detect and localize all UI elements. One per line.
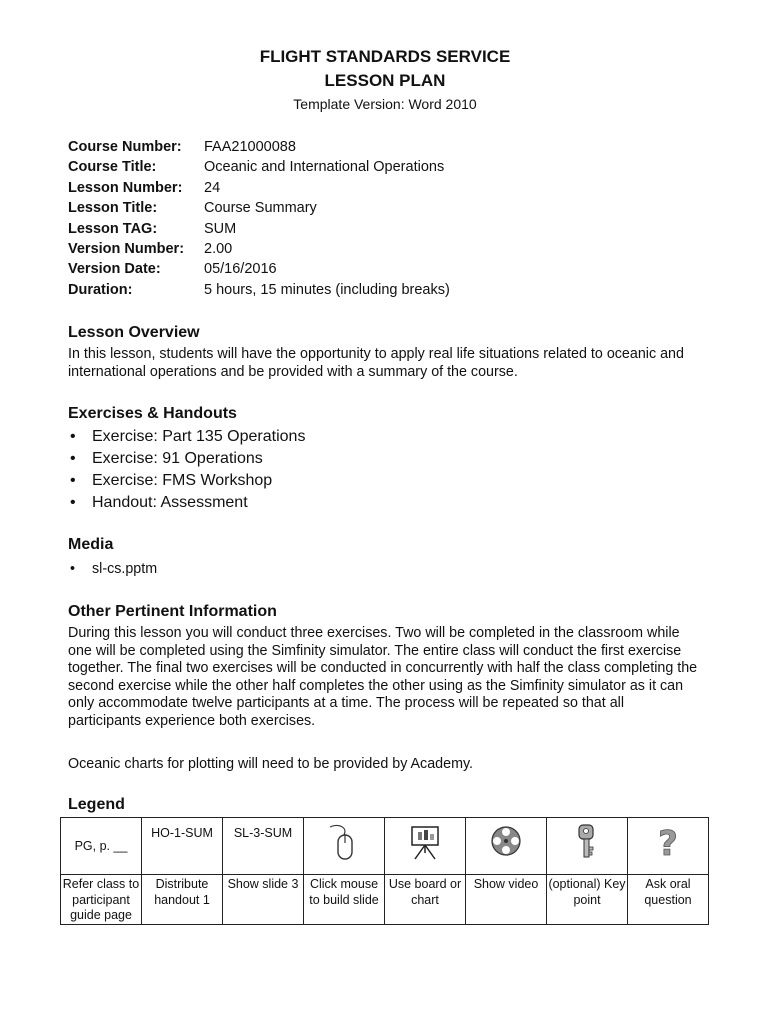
legend-cell: Refer class to participant guide page <box>61 875 142 925</box>
legend-cell: Ask oral question <box>628 875 709 925</box>
meta-value: SUM <box>204 220 237 237</box>
meta-value: 5 hours, 15 minutes (including breaks) <box>204 281 450 298</box>
legend-cell: PG, p. __ <box>61 818 142 875</box>
legend-cell: SL-3-SUM <box>223 818 304 875</box>
exercises-list <box>68 426 305 514</box>
question-mark-icon <box>653 823 683 861</box>
list-item: • Exercise: FMS Workshop <box>70 472 273 489</box>
media-list <box>68 558 157 580</box>
meta-row <box>68 239 450 259</box>
meta-row <box>68 259 450 279</box>
legend-cell: Use board or chart <box>385 875 466 925</box>
meta-row <box>68 137 450 157</box>
legend-cell <box>547 818 628 875</box>
meta-label: Course Number: <box>68 139 182 155</box>
meta-label: Version Date: <box>68 261 161 278</box>
meta-value: FAA21000088 <box>204 139 296 155</box>
list-item-text: Exercise: 91 Operations <box>92 450 263 467</box>
overview-text: In this lesson, students will have the opportunity to apply real life situations related to oceanic and international operations and be provided with a summary of the course. <box>68 346 684 380</box>
legend-cell: Click mouse to build slide <box>304 875 385 925</box>
meta-value: Oceanic and International Operations <box>204 159 445 176</box>
media-heading: Media <box>68 536 114 553</box>
document-title: FLIGHT STANDARDS SERVICE <box>259 47 511 66</box>
list-item-text: Exercise: Part 135 Operations <box>92 428 306 445</box>
meta-row <box>68 157 450 177</box>
meta-value: 05/16/2016 <box>204 261 277 278</box>
legend-cell <box>466 818 547 875</box>
meta-value: 2.00 <box>204 240 233 257</box>
meta-label: Version Number: <box>68 240 185 257</box>
legend-cell: Show slide 3 <box>223 875 304 925</box>
other-info-heading: Other Pertinent Information <box>68 603 277 620</box>
film-reel-icon <box>488 823 524 859</box>
meta-label: Duration: <box>68 281 133 298</box>
meta-row <box>68 219 450 239</box>
meta-value: Course Summary <box>204 200 317 217</box>
other-info-note: Oceanic charts for plotting will need to be provided by Academy. <box>68 756 474 772</box>
meta-label: Course Title: <box>68 159 157 176</box>
easel-board-icon <box>407 823 443 861</box>
list-item-text: sl-cs.pptm <box>92 561 158 577</box>
legend-cell <box>628 818 709 875</box>
legend-cell: Show video <box>466 875 547 925</box>
list-item: • Handout: Assessment <box>70 494 248 511</box>
meta-row <box>68 198 450 218</box>
meta-label: Lesson Number: <box>68 179 183 196</box>
legend-table <box>60 817 709 925</box>
legend-description-row <box>61 875 709 925</box>
document-subtitle: LESSON PLAN <box>324 71 446 90</box>
exercises-heading: Exercises & Handouts <box>68 405 237 422</box>
meta-label: Lesson Title: <box>68 200 158 217</box>
meta-value: 24 <box>204 179 221 196</box>
list-item: • sl-cs.pptm <box>70 561 158 577</box>
key-icon <box>572 823 602 861</box>
template-version: Template Version: Word 2010 <box>293 96 477 112</box>
legend-cell: (optional) Key point <box>547 875 628 925</box>
legend-header-row <box>61 818 709 875</box>
list-item-text: Exercise: FMS Workshop <box>92 472 273 489</box>
svg-text:?: ? <box>658 824 678 861</box>
list-item: • Exercise: Part 135 Operations <box>70 428 306 445</box>
legend-heading: Legend <box>68 796 125 813</box>
meta-label: Lesson TAG: <box>68 220 158 237</box>
meta-row <box>68 280 450 300</box>
other-info-text: During this lesson you will conduct three exercises. Two will be completed in the classroom while one will be completed using the Simfinity simulator. The entire class will conduct the first exercise together. The final two exercises will be conducted in concurrently with half the class completing the second exercise while the other half completes the other using as the Simfinity simulator as it can only accommodate twelve participants at a time. The process will be repeated so that all participants experience both exercises. <box>68 625 698 729</box>
legend-cell: HO-1-SUM <box>142 818 223 875</box>
course-metadata <box>68 137 450 300</box>
legend-cell <box>385 818 466 875</box>
meta-row <box>68 178 450 198</box>
list-item: • Exercise: 91 Operations <box>70 450 263 467</box>
list-item-text: Handout: Assessment <box>92 494 248 511</box>
mouse-icon <box>326 823 362 863</box>
legend-cell: Distribute handout 1 <box>142 875 223 925</box>
overview-heading: Lesson Overview <box>68 324 200 341</box>
legend-cell <box>304 818 385 875</box>
